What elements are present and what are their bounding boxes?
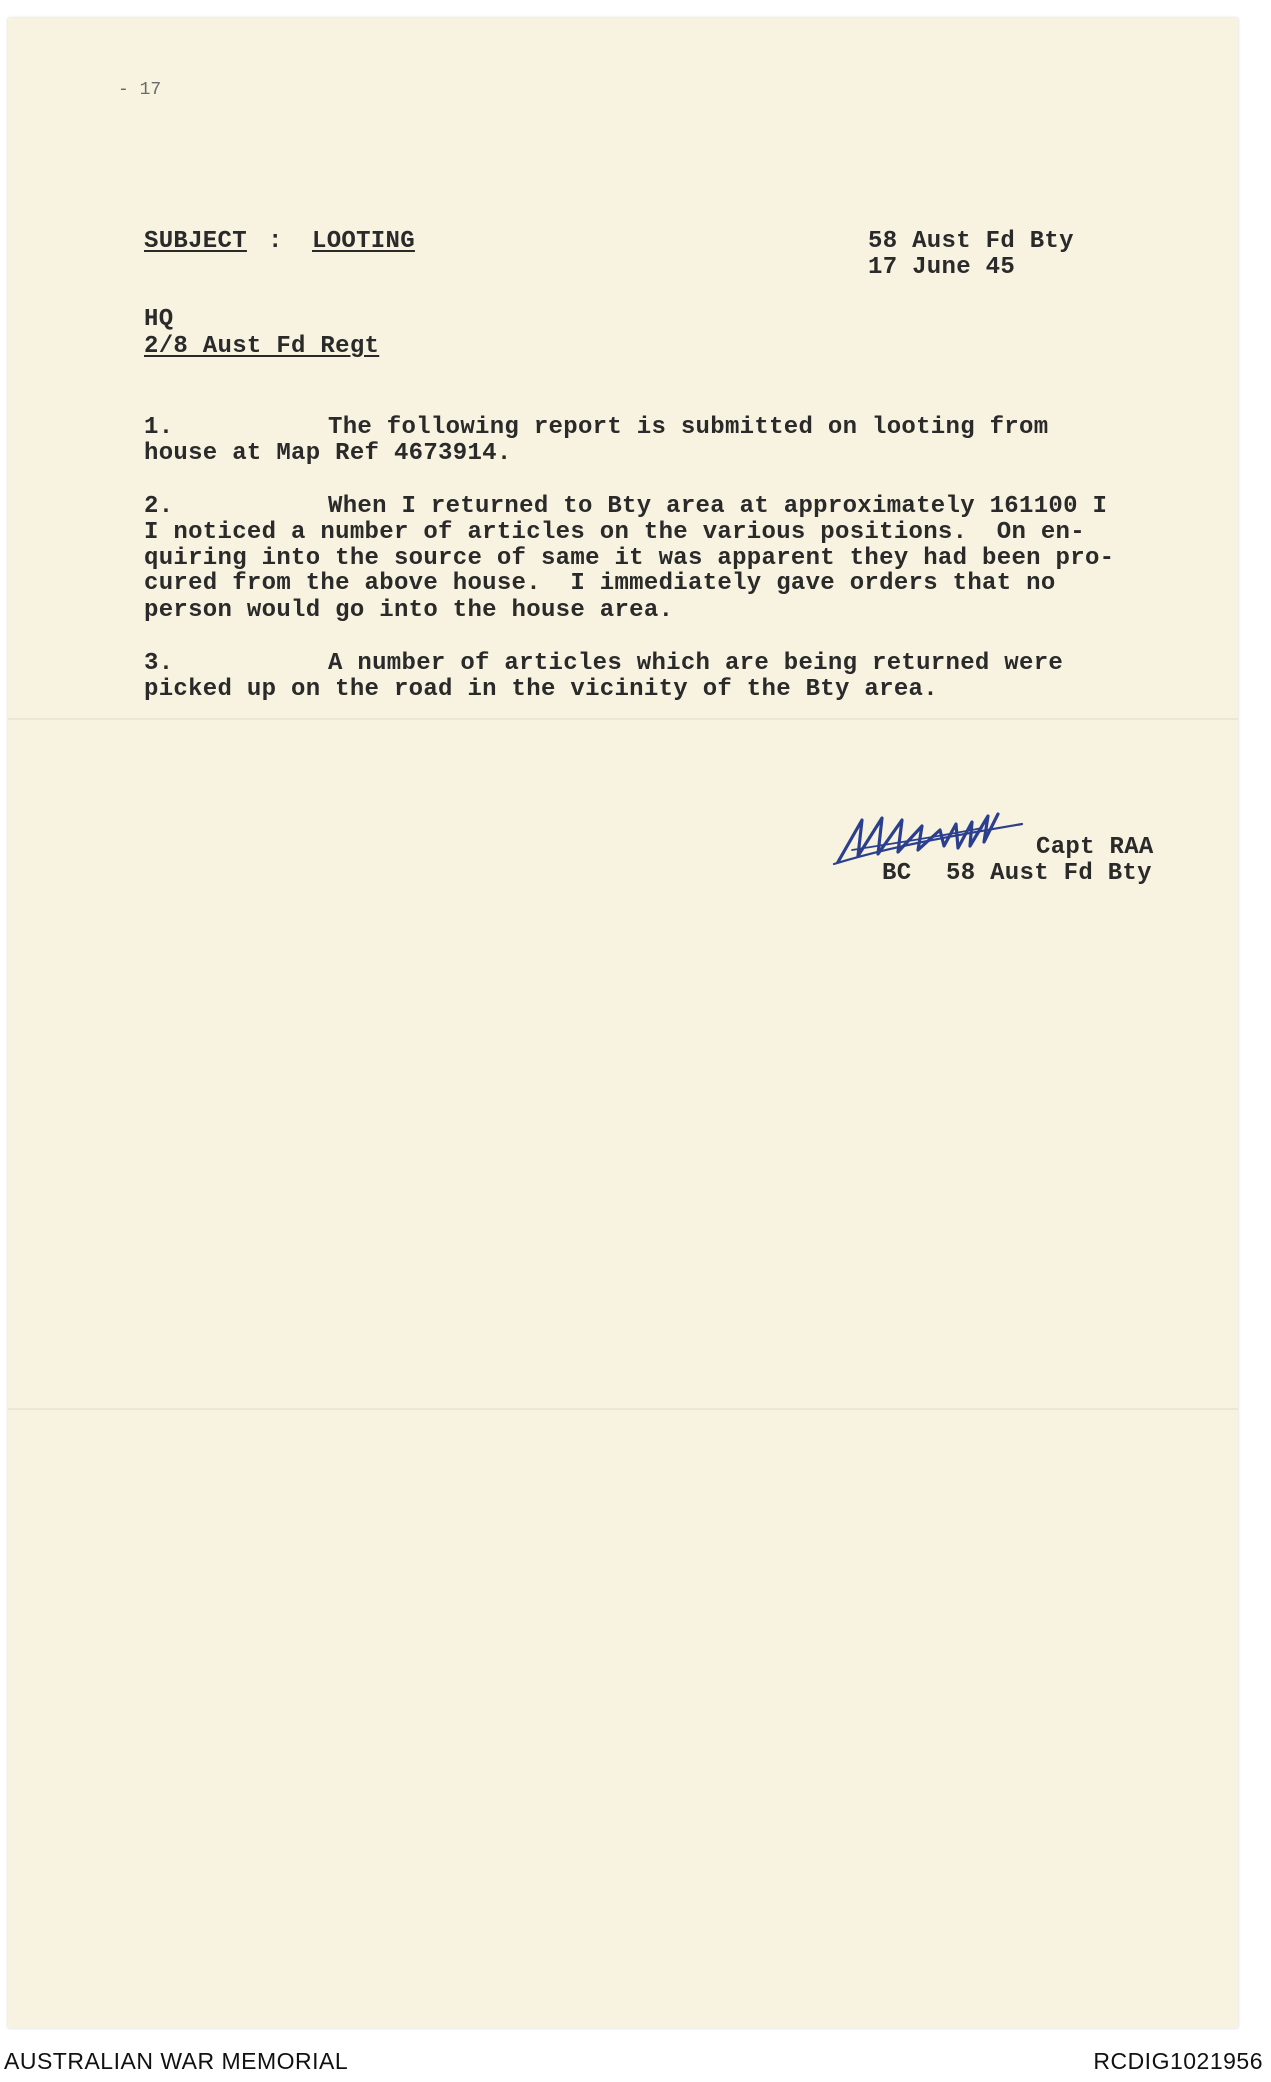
corner-pencil-mark: - 17 [118,80,162,100]
paragraph-line: I noticed a number of articles on the various positions. On en- [144,519,1085,546]
paragraph-number: 1. [144,414,174,441]
paragraph-line: cured from the above house. I immediately gave orders that no [144,570,1056,597]
from-unit: 58 Aust Fd Bty [868,228,1074,255]
letter-date: 17 June 45 [868,254,1016,281]
addressee-line1: HQ [144,306,174,333]
subject-value: LOOTING [312,228,415,255]
paragraph-line: The following report is submitted on looting from [328,414,1049,441]
signatory-rank: Capt RAA [1036,834,1154,861]
paper-fold-line [8,718,1238,720]
paragraph-line: A number of articles which are being returned were [328,650,1064,677]
subject-colon: : [268,228,283,255]
paragraph-line: house at Map Ref 4673914. [144,440,512,467]
addressee-line2: 2/8 Aust Fd Regt [144,333,380,360]
document-sheet [8,18,1238,2028]
paragraph-line: picked up on the road in the vicinity of the Bty area. [144,676,938,703]
footer-archive-name: AUSTRALIAN WAR MEMORIAL [4,2048,349,2074]
paragraph-line: When I returned to Bty area at approximately 161100 I [328,493,1108,520]
paragraph-number: 2. [144,493,174,520]
paragraph-number: 3. [144,650,174,677]
signatory-appointment: BC [882,860,912,887]
paragraph-line: person would go into the house area. [144,597,674,624]
paragraph-line: quiring into the source of same it was apparent they had been pro- [144,545,1115,572]
signatory-unit: 58 Aust Fd Bty [946,860,1152,887]
footer-record-id: RCDIG1021956 [1093,2048,1263,2074]
paper-fold-line [8,1408,1238,1410]
subject-label: SUBJECT [144,228,247,255]
